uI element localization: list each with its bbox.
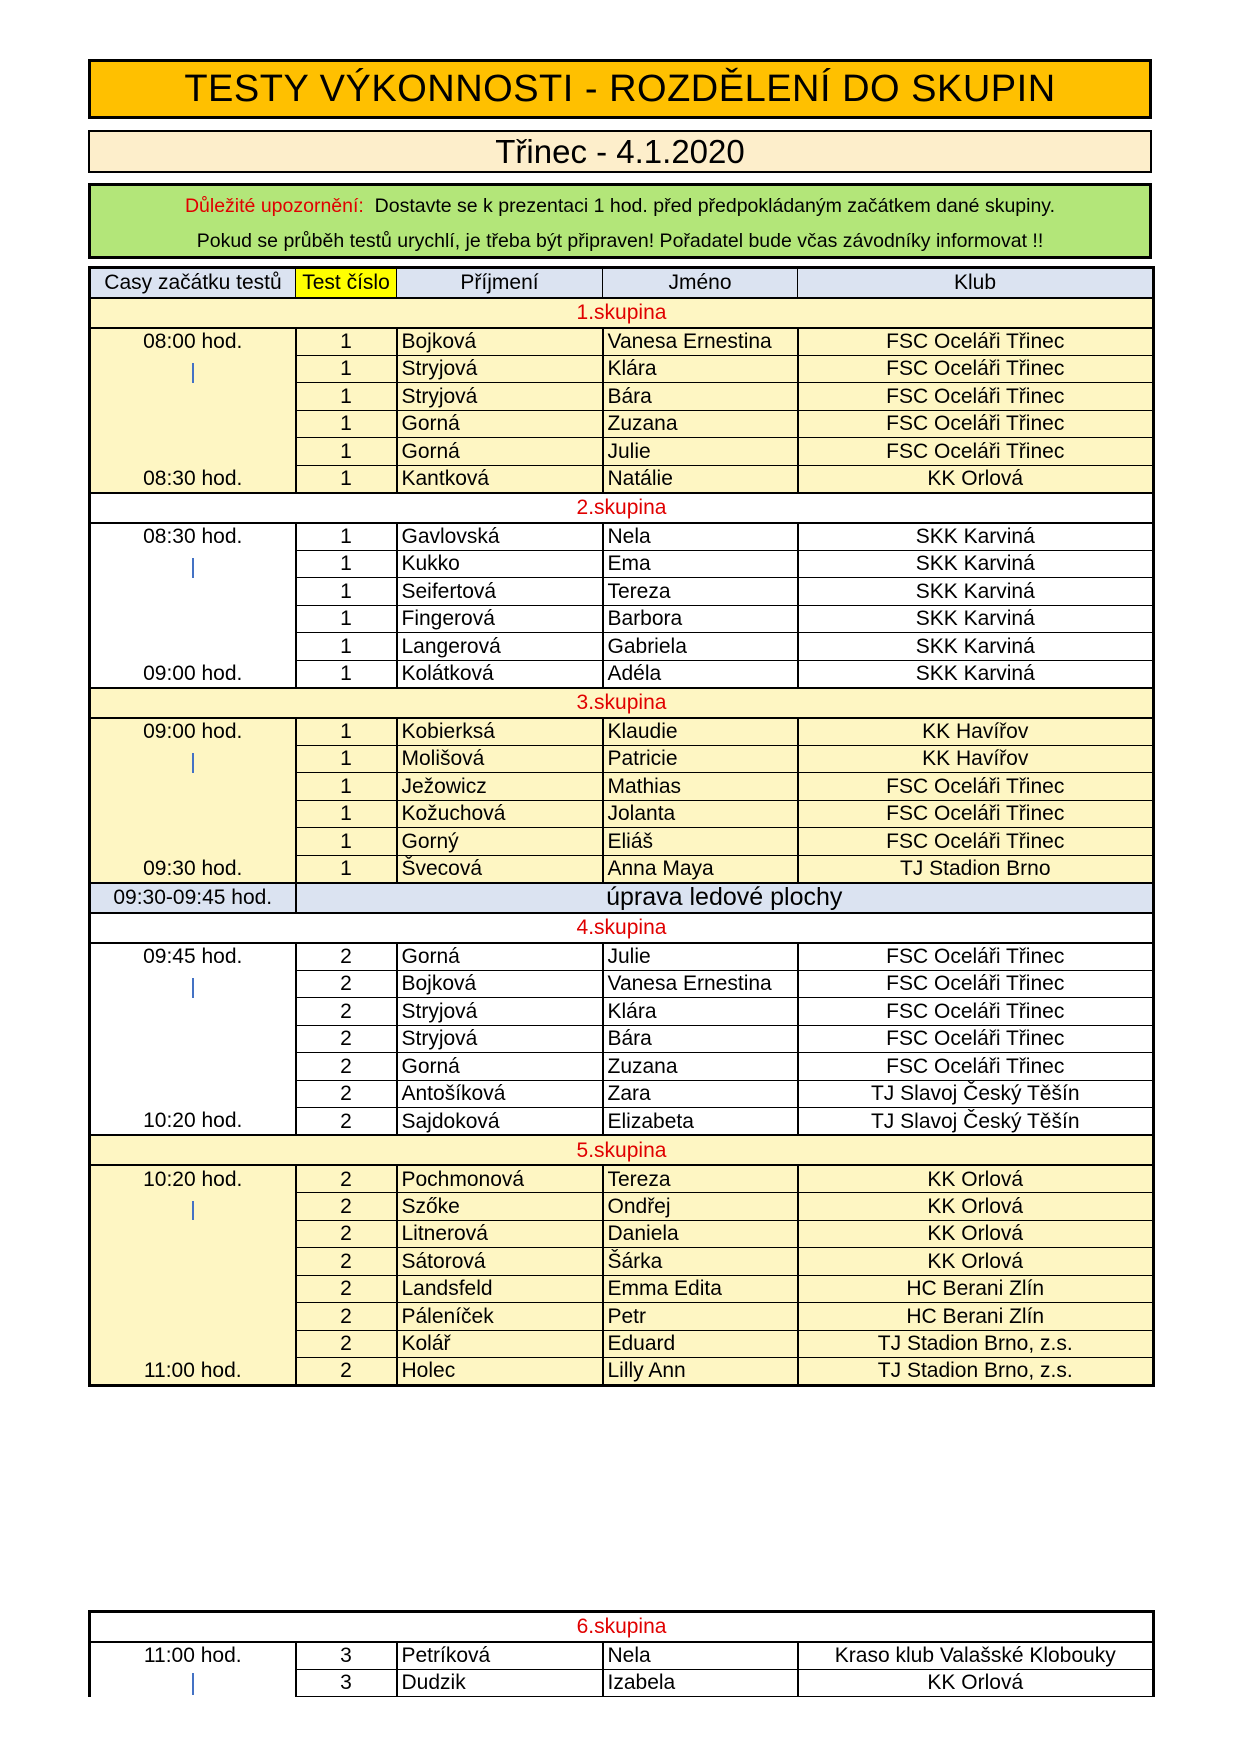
header-first-name: Jméno	[603, 268, 798, 298]
club: SKK Karviná	[798, 578, 1154, 606]
first-name: Klaudie	[603, 718, 798, 746]
first-name: Natálie	[603, 465, 798, 493]
test-number: 1	[296, 438, 397, 466]
first-name: Nela	[603, 1642, 798, 1670]
surname: Pochmonová	[397, 1165, 603, 1193]
start-time	[90, 1220, 296, 1248]
first-name: Tereza	[603, 1165, 798, 1193]
surname: Holec	[397, 1358, 603, 1386]
test-number: 1	[296, 745, 397, 773]
start-time	[90, 1275, 296, 1303]
start-time: 08:30 hod.	[90, 523, 296, 551]
first-name: Šárka	[603, 1248, 798, 1276]
start-time	[90, 355, 296, 383]
test-number: 1	[296, 660, 397, 688]
table-row	[90, 745, 1154, 773]
ice-break-label: úprava ledové plochy	[296, 883, 1154, 913]
test-number: 3	[296, 1642, 397, 1670]
club: KK Orlová	[798, 1165, 1154, 1193]
start-time	[90, 970, 296, 998]
notice-box	[88, 183, 1152, 259]
surname: Stryjová	[397, 998, 603, 1026]
table-row	[90, 438, 1154, 466]
start-time	[90, 1330, 296, 1358]
test-number: 1	[296, 828, 397, 856]
club: TJ Stadion Brno	[798, 855, 1154, 883]
first-name: Mathias	[603, 773, 798, 801]
surname: Dudzik	[397, 1669, 603, 1697]
table-row	[90, 943, 1154, 971]
test-number: 2	[296, 1053, 397, 1081]
first-name: Elizabeta	[603, 1108, 798, 1136]
table-header	[90, 268, 1154, 298]
club: HC Berani Zlín	[798, 1275, 1154, 1303]
table-row	[90, 383, 1154, 411]
test-number: 2	[296, 1248, 397, 1276]
club: FSC Oceláři Třinec	[798, 970, 1154, 998]
table-row	[90, 1248, 1154, 1276]
surname: Litnerová	[397, 1220, 603, 1248]
table-row	[90, 465, 1154, 493]
header-surname: Příjmení	[397, 268, 603, 298]
first-name: Ema	[603, 550, 798, 578]
page-subtitle	[88, 130, 1152, 173]
test-number: 3	[296, 1669, 397, 1697]
first-name: Anna Maya	[603, 855, 798, 883]
test-number: 2	[296, 1165, 397, 1193]
first-name: Gabriela	[603, 633, 798, 661]
test-number: 2	[296, 1303, 397, 1331]
test-number: 2	[296, 1220, 397, 1248]
notice-label: Důležité upozornění:	[184, 195, 364, 217]
club: FSC Oceláři Třinec	[798, 998, 1154, 1026]
ice-break-row	[90, 883, 1154, 913]
group-label-row	[90, 298, 1154, 328]
start-time: 10:20 hod.	[90, 1108, 296, 1136]
start-time	[90, 1669, 296, 1697]
surname: Molišová	[397, 745, 603, 773]
surname: Sátorová	[397, 1248, 603, 1276]
test-number: 1	[296, 328, 397, 356]
club: HC Berani Zlín	[798, 1303, 1154, 1331]
notice-line-1	[91, 195, 1149, 218]
first-name: Nela	[603, 523, 798, 551]
surname: Kantková	[397, 465, 603, 493]
surname: Gavlovská	[397, 523, 603, 551]
test-number: 1	[296, 355, 397, 383]
table-row	[90, 578, 1154, 606]
table-row	[90, 355, 1154, 383]
start-time: 11:00 hod.	[90, 1642, 296, 1670]
group-label: 3.skupina	[90, 688, 1154, 718]
start-time	[90, 605, 296, 633]
start-time	[90, 383, 296, 411]
first-name: Lilly Ann	[603, 1358, 798, 1386]
test-number: 2	[296, 1330, 397, 1358]
surname: Antošíková	[397, 1080, 603, 1108]
header-club: Klub	[798, 268, 1154, 298]
first-name: Bára	[603, 383, 798, 411]
header-test-number: Test číslo	[296, 268, 397, 298]
start-time	[90, 578, 296, 606]
test-number: 1	[296, 578, 397, 606]
table-row	[90, 1330, 1154, 1358]
first-name: Zuzana	[603, 1053, 798, 1081]
club: FSC Oceláři Třinec	[798, 383, 1154, 411]
club: TJ Stadion Brno, z.s.	[798, 1330, 1154, 1358]
club: TJ Slavoj Český Těšín	[798, 1080, 1154, 1108]
first-name: Julie	[603, 438, 798, 466]
start-time: 09:45 hod.	[90, 943, 296, 971]
table-row	[90, 970, 1154, 998]
first-name: Izabela	[603, 1669, 798, 1697]
first-name: Eliáš	[603, 828, 798, 856]
club: FSC Oceláři Třinec	[798, 1053, 1154, 1081]
notice-text-2: Pokud se průběh testů urychlí, je třeba být připraven! Pořadatel bude včas závodníky informovat !!	[196, 230, 1044, 252]
arrow-down-icon	[192, 1673, 194, 1695]
surname: Kobierksá	[397, 718, 603, 746]
club: KK Orlová	[798, 1248, 1154, 1276]
page-title	[88, 59, 1152, 119]
start-time: 09:30 hod.	[90, 855, 296, 883]
notice-line-2	[91, 230, 1149, 253]
surname: Kolátková	[397, 660, 603, 688]
club: FSC Oceláři Třinec	[798, 1025, 1154, 1053]
first-name: Emma Edita	[603, 1275, 798, 1303]
schedule-table	[88, 266, 1155, 1387]
table-row	[90, 410, 1154, 438]
surname: Kukko	[397, 550, 603, 578]
club: FSC Oceláři Třinec	[798, 328, 1154, 356]
start-time	[90, 1080, 296, 1108]
table-row	[90, 718, 1154, 746]
club: SKK Karviná	[798, 633, 1154, 661]
club: KK Havířov	[798, 718, 1154, 746]
first-name: Jolanta	[603, 800, 798, 828]
notice-text-1: Dostavte se k prezentaci 1 hod. před předpokládaným začátkem dané skupiny.	[374, 195, 1056, 217]
table-row	[90, 1669, 1154, 1697]
test-number: 2	[296, 970, 397, 998]
table-row	[90, 1220, 1154, 1248]
surname: Gorná	[397, 438, 603, 466]
start-time: 08:00 hod.	[90, 328, 296, 356]
first-name: Bára	[603, 1025, 798, 1053]
first-name: Klára	[603, 355, 798, 383]
table-row	[90, 328, 1154, 356]
club: FSC Oceláři Třinec	[798, 943, 1154, 971]
surname: Stryjová	[397, 383, 603, 411]
start-time: 08:30 hod.	[90, 465, 296, 493]
table-row	[90, 1108, 1154, 1136]
club: KK Orlová	[798, 1669, 1154, 1697]
surname: Langerová	[397, 633, 603, 661]
club: SKK Karviná	[798, 660, 1154, 688]
group-label: 5.skupina	[90, 1135, 1154, 1165]
first-name: Vanesa Ernestina	[603, 970, 798, 998]
test-number: 1	[296, 855, 397, 883]
test-number: 2	[296, 998, 397, 1026]
test-number: 1	[296, 800, 397, 828]
start-time	[90, 998, 296, 1026]
group-label: 1.skupina	[90, 298, 1154, 328]
surname: Gorná	[397, 410, 603, 438]
first-name: Daniela	[603, 1220, 798, 1248]
surname: Švecová	[397, 855, 603, 883]
club: Kraso klub Valašské Klobouky	[798, 1642, 1154, 1670]
table-row	[90, 550, 1154, 578]
club: TJ Slavoj Český Těšín	[798, 1108, 1154, 1136]
group-label-row	[90, 1135, 1154, 1165]
test-number: 1	[296, 718, 397, 746]
club: FSC Oceláři Třinec	[798, 773, 1154, 801]
table-row	[90, 1642, 1154, 1670]
start-time: 11:00 hod.	[90, 1358, 296, 1386]
surname: Páleníček	[397, 1303, 603, 1331]
test-number: 1	[296, 633, 397, 661]
first-name: Eduard	[603, 1330, 798, 1358]
time-arrow	[91, 1673, 295, 1695]
table-row	[90, 800, 1154, 828]
test-number: 1	[296, 465, 397, 493]
surname: Kožuchová	[397, 800, 603, 828]
start-time	[90, 550, 296, 578]
page-subtitle-text: Třinec - 4.1.2020	[495, 132, 745, 170]
test-number: 2	[296, 1358, 397, 1386]
club: FSC Oceláři Třinec	[798, 828, 1154, 856]
surname: Sajdoková	[397, 1108, 603, 1136]
test-number: 1	[296, 550, 397, 578]
surname: Kolář	[397, 1330, 603, 1358]
start-time: 09:00 hod.	[90, 660, 296, 688]
table-row	[90, 1165, 1154, 1193]
start-time	[90, 1303, 296, 1331]
club: KK Orlová	[798, 1193, 1154, 1221]
table-row	[90, 1275, 1154, 1303]
table-row	[90, 1358, 1154, 1386]
group-label: 2.skupina	[90, 493, 1154, 523]
first-name: Adéla	[603, 660, 798, 688]
table-row	[90, 1080, 1154, 1108]
test-number: 1	[296, 410, 397, 438]
surname: Petríková	[397, 1642, 603, 1670]
surname: Landsfeld	[397, 1275, 603, 1303]
club: SKK Karviná	[798, 605, 1154, 633]
surname: Bojková	[397, 970, 603, 998]
table-row	[90, 1303, 1154, 1331]
start-time	[90, 410, 296, 438]
club: SKK Karviná	[798, 523, 1154, 551]
surname: Gorná	[397, 943, 603, 971]
page-title-text: TESTY VÝKONNOSTI - ROZDĚLENÍ DO SKUPIN	[184, 67, 1056, 110]
club: TJ Stadion Brno, z.s.	[798, 1358, 1154, 1386]
test-number: 2	[296, 1275, 397, 1303]
test-number: 2	[296, 1193, 397, 1221]
table-row	[90, 523, 1154, 551]
test-number: 2	[296, 943, 397, 971]
surname: Gorná	[397, 1053, 603, 1081]
start-time: 10:20 hod.	[90, 1165, 296, 1193]
ice-break-time: 09:30-09:45 hod.	[90, 883, 296, 913]
start-time	[90, 828, 296, 856]
first-name: Petr	[603, 1303, 798, 1331]
start-time	[90, 800, 296, 828]
table-row	[90, 605, 1154, 633]
test-number: 2	[296, 1108, 397, 1136]
start-time	[90, 1193, 296, 1221]
table-row	[90, 1053, 1154, 1081]
start-time	[90, 438, 296, 466]
table-row	[90, 633, 1154, 661]
group-label-row	[90, 493, 1154, 523]
surname: Fingerová	[397, 605, 603, 633]
first-name: Barbora	[603, 605, 798, 633]
table-row	[90, 660, 1154, 688]
test-number: 2	[296, 1025, 397, 1053]
first-name: Klára	[603, 998, 798, 1026]
surname: Seifertová	[397, 578, 603, 606]
test-number: 1	[296, 523, 397, 551]
first-name: Patricie	[603, 745, 798, 773]
club: KK Havířov	[798, 745, 1154, 773]
header-start-times: Casy začátku testů	[90, 268, 296, 298]
first-name: Ondřej	[603, 1193, 798, 1221]
group-label: 6.skupina	[90, 1612, 1154, 1642]
table-row	[90, 1025, 1154, 1053]
surname: Ježowicz	[397, 773, 603, 801]
first-name: Vanesa Ernestina	[603, 328, 798, 356]
table-row	[90, 1193, 1154, 1221]
start-time	[90, 1025, 296, 1053]
surname: Stryjová	[397, 355, 603, 383]
first-name: Tereza	[603, 578, 798, 606]
table-row	[90, 855, 1154, 883]
group-label-row	[90, 688, 1154, 718]
schedule-table-continued	[88, 1610, 1155, 1697]
test-number: 1	[296, 605, 397, 633]
first-name: Julie	[603, 943, 798, 971]
test-number: 2	[296, 1080, 397, 1108]
start-time: 09:00 hod.	[90, 718, 296, 746]
group-label-row	[90, 913, 1154, 943]
first-name: Zara	[603, 1080, 798, 1108]
club: KK Orlová	[798, 465, 1154, 493]
table-row	[90, 998, 1154, 1026]
test-number: 1	[296, 773, 397, 801]
group-label-row	[90, 1612, 1154, 1642]
club: FSC Oceláři Třinec	[798, 355, 1154, 383]
surname: Gorný	[397, 828, 603, 856]
start-time	[90, 745, 296, 773]
club: FSC Oceláři Třinec	[798, 410, 1154, 438]
group-label: 4.skupina	[90, 913, 1154, 943]
club: FSC Oceláři Třinec	[798, 800, 1154, 828]
test-number: 1	[296, 383, 397, 411]
start-time	[90, 1053, 296, 1081]
table-row	[90, 773, 1154, 801]
surname: Szőke	[397, 1193, 603, 1221]
surname: Stryjová	[397, 1025, 603, 1053]
first-name: Zuzana	[603, 410, 798, 438]
start-time	[90, 773, 296, 801]
club: SKK Karviná	[798, 550, 1154, 578]
table-row	[90, 828, 1154, 856]
surname: Bojková	[397, 328, 603, 356]
start-time	[90, 1248, 296, 1276]
start-time	[90, 633, 296, 661]
club: KK Orlová	[798, 1220, 1154, 1248]
club: FSC Oceláři Třinec	[798, 438, 1154, 466]
